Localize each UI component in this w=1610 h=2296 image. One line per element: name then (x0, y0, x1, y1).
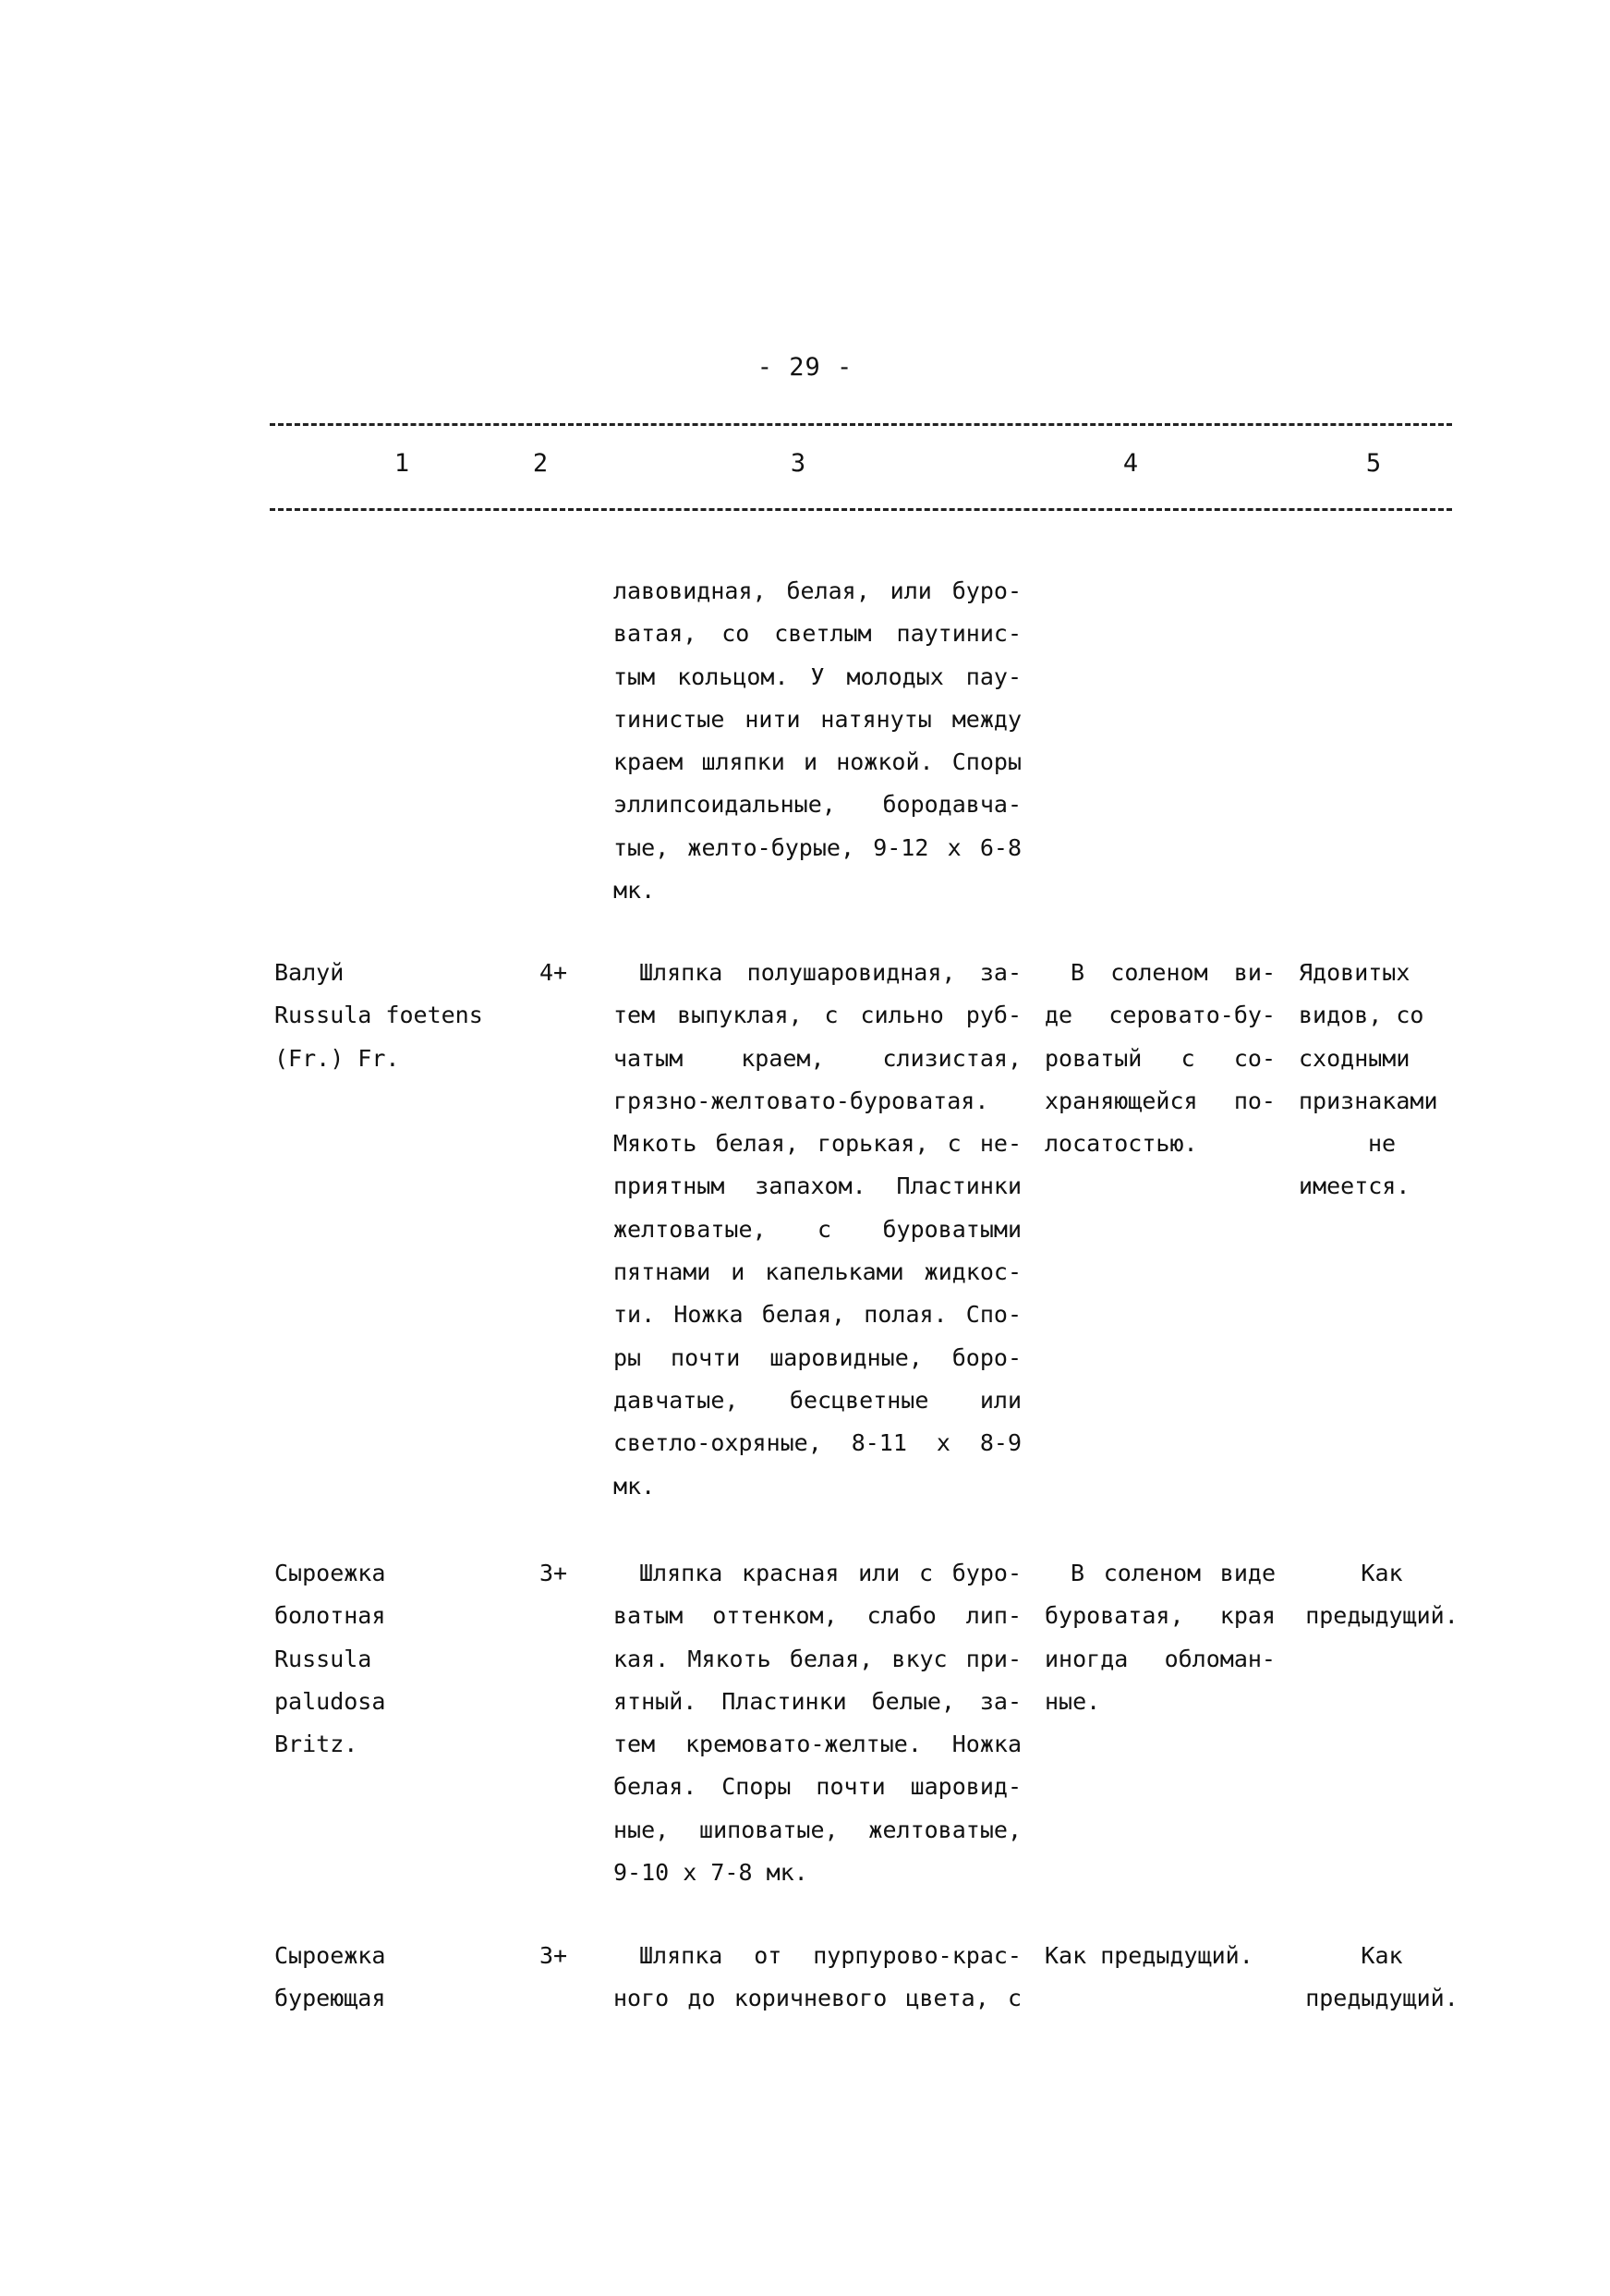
lookalikes-line: Ядовитых (1299, 959, 1410, 986)
description-line: тем кремовато-желтые. Ножка (613, 1731, 1022, 1758)
description-line: тые, желто-бурые, 9-12 х 6-8 (613, 833, 1022, 861)
species-name-cell (274, 1552, 505, 1766)
description-line: ватым оттенком, слабо лип- (613, 1602, 1022, 1630)
description-line: мк. (613, 877, 656, 905)
description-line: давчатые, бесцветные или (613, 1386, 1022, 1414)
category-value: 4+ (539, 959, 568, 986)
lookalikes-line: имеется. (1299, 1172, 1410, 1200)
salted-appearance-line: храняющейся по- (1045, 1087, 1276, 1114)
description-line: краем шляпки и ножкой. Споры (613, 748, 1022, 776)
salted-appearance-line: лосатостью. (1045, 1130, 1198, 1158)
description-line: ти. Ножка белая, полая. Спо- (613, 1301, 1022, 1329)
salted-appearance-line: буроватая, края (1045, 1602, 1276, 1630)
description-line: мк. (613, 1472, 656, 1500)
description-line: пятнами и капельками жидкос- (613, 1258, 1022, 1286)
description-line: приятным запахом. Пластинки (613, 1172, 1022, 1200)
category-cell (539, 1935, 595, 1977)
species-name-line: Russula foetens (274, 1002, 483, 1029)
category-cell (539, 952, 595, 994)
species-name-line: болотная (274, 1602, 386, 1630)
description-cell (613, 570, 1022, 912)
salted-appearance-cell (1045, 952, 1276, 1165)
salted-appearance-line: ные. (1045, 1687, 1101, 1715)
species-name-line: буреющая (274, 1985, 386, 2012)
description-line: ные, шиповатые, желтоватые, (613, 1816, 1022, 1843)
salted-appearance-cell (1045, 1552, 1276, 1723)
description-line: Мякоть белая, горькая, с не- (613, 1130, 1022, 1158)
lookalikes-line: предыдущий. (1305, 1602, 1459, 1630)
species-name-line: Britz. (274, 1731, 358, 1758)
species-name-line: (Fr.) Fr. (274, 1044, 400, 1072)
species-name-line: paludosa (274, 1687, 386, 1715)
lookalikes-line: Как (1361, 1560, 1403, 1586)
salted-appearance-line: иногда обломан- (1045, 1645, 1276, 1672)
lookalikes-cell (1299, 952, 1465, 1209)
category-value: 3+ (539, 1942, 568, 1969)
description-line: желтоватые, с буроватыми (613, 1215, 1022, 1243)
description-cell (613, 952, 1022, 1508)
lookalikes-line: признаками (1299, 1087, 1438, 1114)
description-line: тым кольцом. У молодых пау- (613, 662, 1022, 690)
species-name-line: Сыроежка (274, 1942, 386, 1969)
description-line: эллипсоидальные, бородавча- (613, 791, 1022, 819)
header-col-5: 5 (1365, 449, 1382, 478)
salted-appearance-line: Как предыдущий. (1045, 1942, 1253, 1969)
lookalikes-cell (1299, 1935, 1465, 2021)
species-name-line: Сыроежка (274, 1560, 386, 1586)
description-line: лавовидная, белая, или буро- (613, 577, 1022, 604)
description-line: Шляпка красная или с буро- (639, 1560, 1022, 1586)
description-cell (613, 1935, 1022, 2021)
header-col-3: 3 (790, 449, 806, 478)
description-line: ятный. Пластинки белые, за- (613, 1687, 1022, 1715)
header-rule-top (270, 423, 1452, 426)
lookalikes-cell (1299, 1552, 1465, 1638)
species-name-cell (274, 1935, 505, 2021)
species-name-line: Russula (274, 1645, 372, 1672)
description-line: ры почти шаровидные, боро- (613, 1343, 1022, 1371)
description-line: кая. Мякоть белая, вкус при- (613, 1645, 1022, 1672)
lookalikes-line: не (1367, 1130, 1397, 1158)
description-line: тинистые нити натянуты между (613, 705, 1022, 733)
header-col-1: 1 (393, 449, 410, 478)
description-line: Шляпка полушаровидная, за- (639, 959, 1022, 986)
lookalikes-line: Как (1361, 1942, 1403, 1969)
header-rule-bottom (270, 508, 1452, 511)
salted-appearance-line: В соленом ви- (1071, 959, 1276, 986)
lookalikes-line: видов, со (1299, 1002, 1424, 1029)
lookalikes-line: предыдущий. (1305, 1985, 1459, 2012)
description-line: ного до коричневого цвета, с (613, 1985, 1022, 2012)
description-line: 9-10 х 7-8 мк. (613, 1859, 808, 1887)
description-cell (613, 1552, 1022, 1894)
salted-appearance-line: роватый с со- (1045, 1044, 1276, 1072)
description-line: чатым краем, слизистая, (613, 1044, 1022, 1072)
salted-appearance-line: В соленом виде (1071, 1560, 1276, 1586)
category-cell (539, 1552, 595, 1595)
page-number: - 29 - (757, 353, 853, 382)
salted-appearance-line: де серовато-бу- (1045, 1002, 1276, 1029)
description-line: Шляпка от пурпурово-крас- (639, 1942, 1022, 1969)
species-name-cell (274, 952, 505, 1080)
description-line: грязно-желтовато-буроватая. (613, 1087, 989, 1114)
description-line: белая. Споры почти шаровид- (613, 1773, 1022, 1801)
salted-appearance-cell (1045, 1935, 1276, 1977)
description-line: тем выпуклая, с сильно руб- (613, 1002, 1022, 1029)
species-name-line: Валуй (274, 959, 345, 986)
header-col-2: 2 (532, 449, 549, 478)
lookalikes-line: сходными (1299, 1044, 1410, 1072)
header-col-4: 4 (1122, 449, 1139, 478)
description-line: ватая, со светлым паутинис- (613, 620, 1022, 648)
description-line: светло-охряные, 8-11 х 8-9 (613, 1429, 1022, 1457)
category-value: 3+ (539, 1560, 568, 1586)
